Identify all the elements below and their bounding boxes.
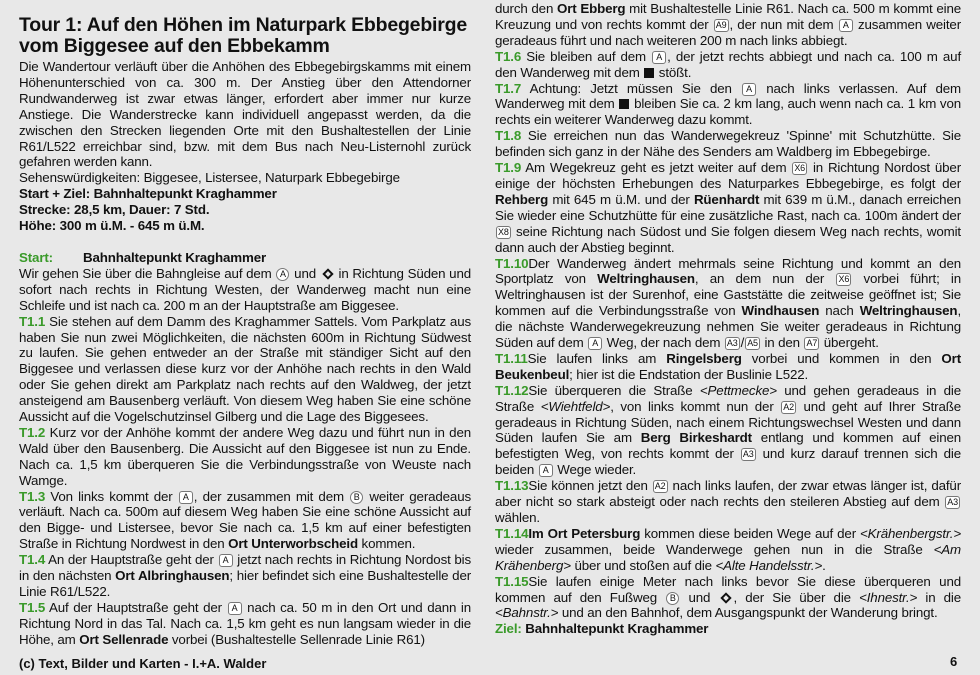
- step-t1-5: T1.5 Auf der Hauptstraße geht der A nach ca. 50 m in den Ort und dann in Richtung Nord in das Tal. Nach ca. 1,5 km geht es nun langsam wieder in die Höhe, am Ort Sellenrade vorbei (Bushaltestelle Sellenrade Linie R61): [19, 599, 471, 647]
- marker-a-icon: A: [219, 554, 233, 567]
- step-t1-11: T1.11Sie laufen links am Ringelsberg vorbei und kommen in den Ort Beukenbeul; hier ist die Endstation der Buslinie L522.: [495, 350, 961, 382]
- step-t1-5-continued: durch den Ort Ebberg mit Bushaltestelle Linie R61. Nach ca. 500 m kommt eine Kreuzung und von rechts kommt der A9 , der nun mit dem A zusammen weiter geradeaus führt und nach weiteren 200 m nach links abbiegt.: [495, 1, 961, 48]
- step-t1-15: T1.15Sie laufen einige Meter nach links bevor Sie diese überqueren und kommen auf den Fußweg B und , der Sie über die <Ihnestr.> in die <Bahnstr.> und an den Bahnhof, dem Ausgangspunkt der Wanderung bringt.: [495, 573, 962, 621]
- marker-a2-icon: A2: [783, 401, 794, 412]
- page-number: 6: [950, 654, 958, 669]
- start-goal-line: Start + Ziel: Bahnhaltepunkt Kraghammer: [19, 186, 277, 202]
- goal-line: Ziel: Bahnhaltepunkt Kraghammer: [495, 621, 709, 637]
- page-title: Tour 1: Auf den Höhen im Naturpark Ebbegebirge vom Biggesee auf den Ebbekamm: [19, 14, 468, 57]
- height-line: Höhe: 300 m ü.M. - 645 m ü.M.: [19, 218, 205, 234]
- copyright-footer: (c) Text, Bilder und Karten - I.+A. Walder: [19, 656, 267, 671]
- marker-a-icon: A: [539, 464, 553, 477]
- marker-a-icon: A: [742, 83, 756, 96]
- step-t1-14: T1.14Im Ort Petersburg kommen diese beiden Wege auf der <Krähenbergstr.> wieder zusammen, beide Wanderwege gehen nun in die Straße <Am Krähenberg> über und stoßen auf die <Alte Handelsstr.>.: [495, 525, 961, 573]
- step-t1-1: T1.1 Sie stehen auf dem Damm des Kraghammer Sattels. Vom Parkplatz aus haben Sie nun zwei Möglichkeiten, die nächsten 600m in Richtung Südwest zu laufen. Sie gehen entweder an der Straße mit ständiger Sicht auf den Biggesee und verlassen diese kurz vor der Anhöhe nach rechts in den Wald oder Sie gehen direkt am Parkplatz nach rechts auf den Waldweg, der jetzt ansteigend am Bausenberg verläuft. Von diesem Weg haben Sie eine schöne Aussicht auf die Vogelschutzinsel Gilberg und die Lage des Biggesees.: [19, 313, 471, 425]
- start-paragraph: Wir gehen Sie über die Bahngleise auf dem A und in Richtung Süden und sofort nach rechts in Richtung Westen, der Wanderweg macht nun eine Schleife und ist nach ca. 200 m an der Hauptstraße am Biggesee.: [19, 265, 471, 313]
- diamond-icon: [322, 268, 333, 279]
- black-square-icon: [619, 99, 629, 109]
- step-t1-10: T1.10Der Wanderweg ändert mehrmals seine Richtung und kommt an den Sportplatz von Weltringhausen, an dem nun der X6 vorbei führt; in Weltringhausen ist der Surenhof, eine Gaststätte die zeitweise geöffnet ist; Sie kommen auf die Verbindungsstraße von Windhausen nach Weltringhausen, die nächste Wanderwegekreuzung nehmen Sie weiter geradeaus in Richtung Süden auf dem A Weg, der nach dem A3 / A5 in den A7 übergeht.: [495, 255, 961, 351]
- intro-paragraph: Die Wandertour verläuft über die Anhöhen des Ebbegebirgskamms mit einem Höhenunterschied von ca. 300 m. Der Anstieg über den Attendorner Rundwanderweg ist zwar etwas länger, erfordert aber immer nur kurze Anstiege. Die Wanderstrecke kann individuell angepasst werden, da die zwischen den Strecken liegenden Orte mit den Bushaltestellen der Linie R61/L522 erreichbar sind, bzw. mit dem Bus nach Neu-Listernohl zurück gefahren werden kann.: [19, 59, 471, 170]
- step-t1-13: T1.13Sie können jetzt den A2 nach links laufen, der zwar etwas länger ist, dafür aber nicht so stark absteigt oder nach rechts den steileren Abstieg auf dem A3 wählen.: [495, 478, 961, 525]
- right-column: [495, 0, 961, 637]
- sights-line: Sehenswürdigkeiten: Biggesee, Listersee, Naturpark Ebbegebirge: [19, 170, 400, 186]
- marker-a-icon: A: [179, 491, 193, 504]
- marker-a-icon: A: [228, 602, 242, 615]
- marker-a-icon: A: [588, 337, 602, 350]
- marker-a5-icon: A5: [747, 338, 758, 349]
- marker-a3-icon: A3: [726, 338, 738, 349]
- start-heading: Start: Bahnhaltepunkt Kraghammer: [19, 249, 267, 265]
- marker-a2-icon: A2: [654, 481, 666, 492]
- distance-line: Strecke: 28,5 km, Dauer: 7 Std.: [19, 202, 210, 218]
- left-column: [19, 0, 471, 648]
- marker-a9-icon: A9: [715, 19, 727, 30]
- marker-x6-icon: X6: [794, 163, 806, 174]
- marker-x6-icon: X6: [838, 274, 850, 285]
- step-t1-2: T1.2 Kurz vor der Anhöhe kommt der andere Weg dazu und führt nun in den Wald über den Bausenberg. Die Aussicht auf den Biggesee ist nun zu Ende. Nach ca. 1,5 km überqueren Sie die Verbindungsstraße von Weuste nach Wamge.: [19, 424, 471, 488]
- marker-b-icon: B: [666, 592, 679, 605]
- diamond-icon: [721, 592, 732, 603]
- step-t1-7: T1.7 Achtung: Jetzt müssen Sie den A nach links verlassen. Auf dem Wanderweg mit dem bleiben Sie ca. 2 km lang, auch wenn nach ca. 1 km von rechts ein weiterer Wanderweg dazu kommt.: [495, 80, 962, 128]
- step-t1-9: T1.9 Am Wegekreuz geht es jetzt weiter auf dem X6 in Richtung Nordost über einige der höchsten Erhebungen des Naturparkes Ebbegebirge, es folgt der Rehberg mit 645 m ü.M. und der Rüenhardt mit 639 m ü.M., danach erreichen Sie wieder eine Schutzhütte für eine zusätzliche Rast, nach ca. 100m ändert der X8 seine Richtung nach Südost und Sie folgen diesem Weg nach rechts, womit dann auch der Abstieg beginnt.: [495, 160, 961, 255]
- step-t1-6: T1.6 Sie bleiben auf dem A , der jetzt rechts abbiegt und nach ca. 100 m auf den Wanderweg mit dem stößt.: [495, 48, 961, 80]
- marker-a3-icon: A3: [947, 497, 958, 508]
- marker-x8-icon: X8: [498, 226, 509, 237]
- spacer: [19, 234, 471, 250]
- marker-b-icon: B: [350, 491, 363, 504]
- marker-a-icon: A: [652, 51, 666, 64]
- step-t1-4: T1.4 An der Hauptstraße geht der A jetzt nach rechts in Richtung Nordost bis in den nächsten Ort Albringhausen; hier befindet sich eine Bushaltestelle der Linie R61/L522.: [19, 552, 472, 599]
- step-t1-12: T1.12Sie überqueren die Straße <Pettmecke> und gehen geradeaus in die Straße <Wiehtfeld>, von links kommt nun der A2 und geht auf Ihrer Straße geradeaus in Richtung Süden, nach einem Richtungswechsel Westen und dann Süden laufen Sie am Berg Birkeshardt entlang und kommen auf einen befestigten Weg, von rechts kommt der A3 und kurz darauf trennen sich die beiden A Wege wieder.: [495, 382, 962, 478]
- marker-a-icon: A: [276, 268, 289, 281]
- black-square-icon: [644, 68, 654, 78]
- step-t1-3: T1.3 Von links kommt der A , der zusammen mit dem B weiter geradeaus verläuft. Nach ca. 500m auf diesem Weg haben Sie eine schöne Aussicht auf den Bigge- und Listersee, bevor Sie nach ca. 1,5 km auf einer befestigten Straße in Richtung Nordwest in den Ort Unterworbscheid kommen.: [19, 488, 471, 552]
- marker-a7-icon: A7: [806, 338, 818, 349]
- marker-a-icon: A: [839, 19, 853, 32]
- step-t1-8: T1.8 Sie erreichen nun das Wanderwegekreuz 'Spinne' mit Schutzhütte. Sie befinden sich ganz in der Nähe des Senders am Waldberg im Ebbegebirge.: [495, 128, 961, 160]
- marker-a3-icon: A3: [742, 449, 754, 460]
